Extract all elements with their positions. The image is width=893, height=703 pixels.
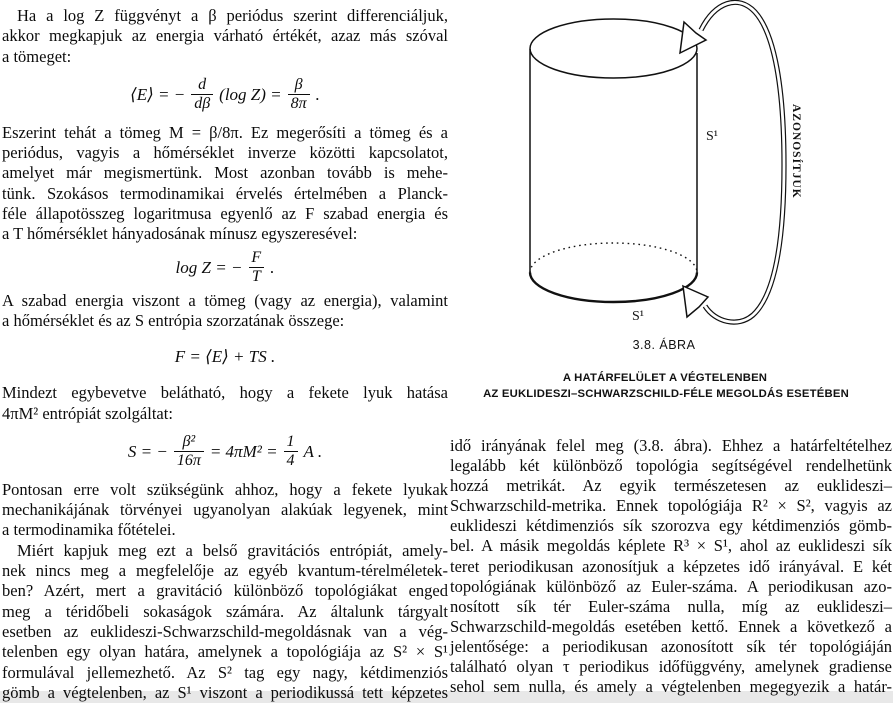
fraction: $\frac{\beta}{8\pi}$ bbox=[288, 76, 310, 114]
eq-term: A . bbox=[303, 441, 323, 461]
fraction: $\frac{\text{β²}}{16\pi}$ bbox=[174, 433, 204, 471]
left-column bbox=[2, 6, 448, 703]
arrowhead-bottom bbox=[683, 286, 708, 317]
text-line: Ha a log Z függvényt a β periódus szerint differenciáljuk, bbox=[17, 6, 448, 25]
equation-free-energy bbox=[2, 331, 448, 383]
paragraph-segment bbox=[2, 291, 448, 332]
cylinder-bottom-back-edge bbox=[530, 243, 697, 272]
text-line: gömb a végtelenben, az S¹ viszont a periodikussá tett képzetes bbox=[2, 682, 448, 702]
text-line: jelentősége: a periodikusan azonosított sík tér topológiáján bbox=[450, 636, 892, 656]
eq-term: F = ⟨E⟩ + TS . bbox=[174, 347, 276, 367]
text-line: Miért kapjuk meg ezt a belső gravitációs entrópiát, amely- bbox=[17, 540, 448, 560]
text-line: tünk. Szokásos termodinamikai érvelés értelmében a Planck- bbox=[2, 183, 448, 203]
text-line: meg a téridőbeli sokaságok számára. Az általunk tárgyalt bbox=[2, 601, 448, 621]
paragraph-segment bbox=[2, 383, 448, 424]
text-line: Schwarzschild-metrika. Ennek topológiája R² × S², vagyis az bbox=[450, 496, 892, 516]
text-line: formulával jellemezhető. Az S² tag egy nagy, kétdimenziós bbox=[2, 662, 448, 682]
text-line: a tömeget: bbox=[2, 46, 72, 66]
text-line: Schwarzschild-megoldás esetében kettő. Ennek a következő a bbox=[450, 616, 892, 636]
text-line: található olyan τ periodikus időfüggvény, amelynek gradiense bbox=[450, 657, 892, 677]
figure-caption-number: 3.8. ÁBRA bbox=[632, 338, 696, 352]
eq-term: S = − bbox=[127, 441, 168, 461]
text-line: Eszerint tehát a tömeg M = β/8π. Ez megerősíti a tömeg és a bbox=[2, 122, 448, 142]
text-line: topológiának különböző az Euler-száma. A periodikusan azo- bbox=[450, 576, 892, 596]
text-line: Mindezt egybevetve belátható, hogy a fekete lyuk hatása bbox=[2, 383, 448, 403]
text-line: esetben az euklideszi-Schwarzschild-megoldásnak van a vég- bbox=[2, 621, 448, 641]
text-line: legalább két különböző topológia segítségével rendelhetünk bbox=[450, 456, 892, 476]
cylinder-diagram bbox=[470, 0, 893, 412]
text-line: A szabad energia viszont a tömeg (vagy az energia), valamint bbox=[2, 290, 448, 310]
cylinder-top-ellipse bbox=[530, 19, 697, 78]
paragraph-segment bbox=[2, 123, 448, 245]
figure-caption-line1: A HATÁRFELÜLET A VÉGTELENBEN bbox=[562, 372, 768, 384]
eq-term: (log Z) = bbox=[219, 84, 282, 104]
text-line: akkor megkapjuk az energia várható értékét, azaz más szóval bbox=[2, 26, 448, 46]
s1-label-bottom: S¹ bbox=[632, 309, 644, 324]
identify-arrow-ribbon bbox=[701, 2, 784, 322]
eq-term: ⟨E⟩ = − bbox=[130, 84, 186, 104]
equation-energy-expectation bbox=[2, 67, 448, 123]
text-line: nosított sík tér Euler-száma nulla, míg az euklideszi– bbox=[450, 596, 892, 616]
figure-caption-line2: AZ EUKLIDESZI–SCHWARZSCHILD-FÉLE MEGOLDÁS ESETÉBEN bbox=[483, 388, 849, 400]
equation-entropy bbox=[2, 424, 448, 480]
fraction: $\frac{1}{4}$ bbox=[284, 433, 298, 471]
eq-term: = 4πM² = bbox=[209, 441, 278, 461]
text-line: nek nincs meg a megfelelője az egyéb kvantum-térelméletek- bbox=[2, 561, 448, 581]
text-line: euklideszi kétdimenziós sík szorozva egy kétdimenziós gömb- bbox=[450, 516, 892, 536]
text-line: amelyet már megismertünk. Most azonban tovább is mehe- bbox=[2, 163, 448, 183]
paragraph-segment bbox=[2, 6, 448, 67]
equation-log-z bbox=[2, 245, 448, 291]
paragraph-segment bbox=[450, 436, 892, 697]
s1-label-right: S¹ bbox=[706, 129, 718, 144]
identify-label: AZONOSÍTJUK bbox=[790, 104, 802, 199]
cylinder-bottom-front-edge bbox=[530, 273, 697, 303]
paragraph-segment bbox=[2, 480, 448, 703]
text-line: a termodinamika főtételei. bbox=[2, 520, 176, 540]
text-line: idő irányának felel meg (3.8. ábra). Ehhez a határfeltételhez bbox=[450, 436, 892, 455]
text-line: féle állapotösszeg logaritmusa egyenlő az F szabad energia és bbox=[2, 204, 448, 224]
text-line: Pontosan erre volt szükségünk ahhoz, hogy a fekete lyukak bbox=[2, 479, 448, 499]
text-line: periódus, vagyis a hőmérséklet inverze közötti kapcsolatot, bbox=[2, 143, 448, 163]
right-column bbox=[450, 436, 892, 697]
fraction: $\frac{d}{d\beta}$ bbox=[191, 76, 213, 114]
text-line: telenben egy olyan határa, amelynek a topológiája az S² × S¹ bbox=[2, 642, 448, 662]
eq-term: . bbox=[270, 257, 275, 277]
text-line: hozzá metrikát. Az egyik természetesen az euklideszi– bbox=[450, 476, 892, 496]
text-line: ben? Azért, mert a gravitáció különböző topológiákat enged bbox=[2, 581, 448, 601]
text-line: mechanikájának törvényei ugyanolyan alakúak legyenek, mint bbox=[2, 500, 448, 520]
figure-3-8 bbox=[470, 0, 893, 412]
fraction: $\frac{F}{T}$ bbox=[248, 249, 264, 287]
text-line: a hőmérséklet és az S entrópia szorzatának összege: bbox=[2, 310, 345, 330]
text-line: sehol sem nulla, és amely a végtelenben megegyezik a határ- bbox=[450, 677, 892, 697]
eq-term: . bbox=[315, 84, 320, 104]
text-line: a T hőmérséklet hányadosának mínusz egyszeresével: bbox=[2, 224, 358, 244]
text-line: 4πM² entrópiát szolgáltat: bbox=[2, 403, 173, 423]
text-line: bel. A másik megoldás képlete R³ × S¹, ahol az euklideszi sík bbox=[450, 536, 892, 556]
eq-term: log Z = − bbox=[175, 257, 243, 277]
text-line: teret periodikusan azonosítjuk a képzetes idő irányával. E két bbox=[450, 556, 892, 576]
